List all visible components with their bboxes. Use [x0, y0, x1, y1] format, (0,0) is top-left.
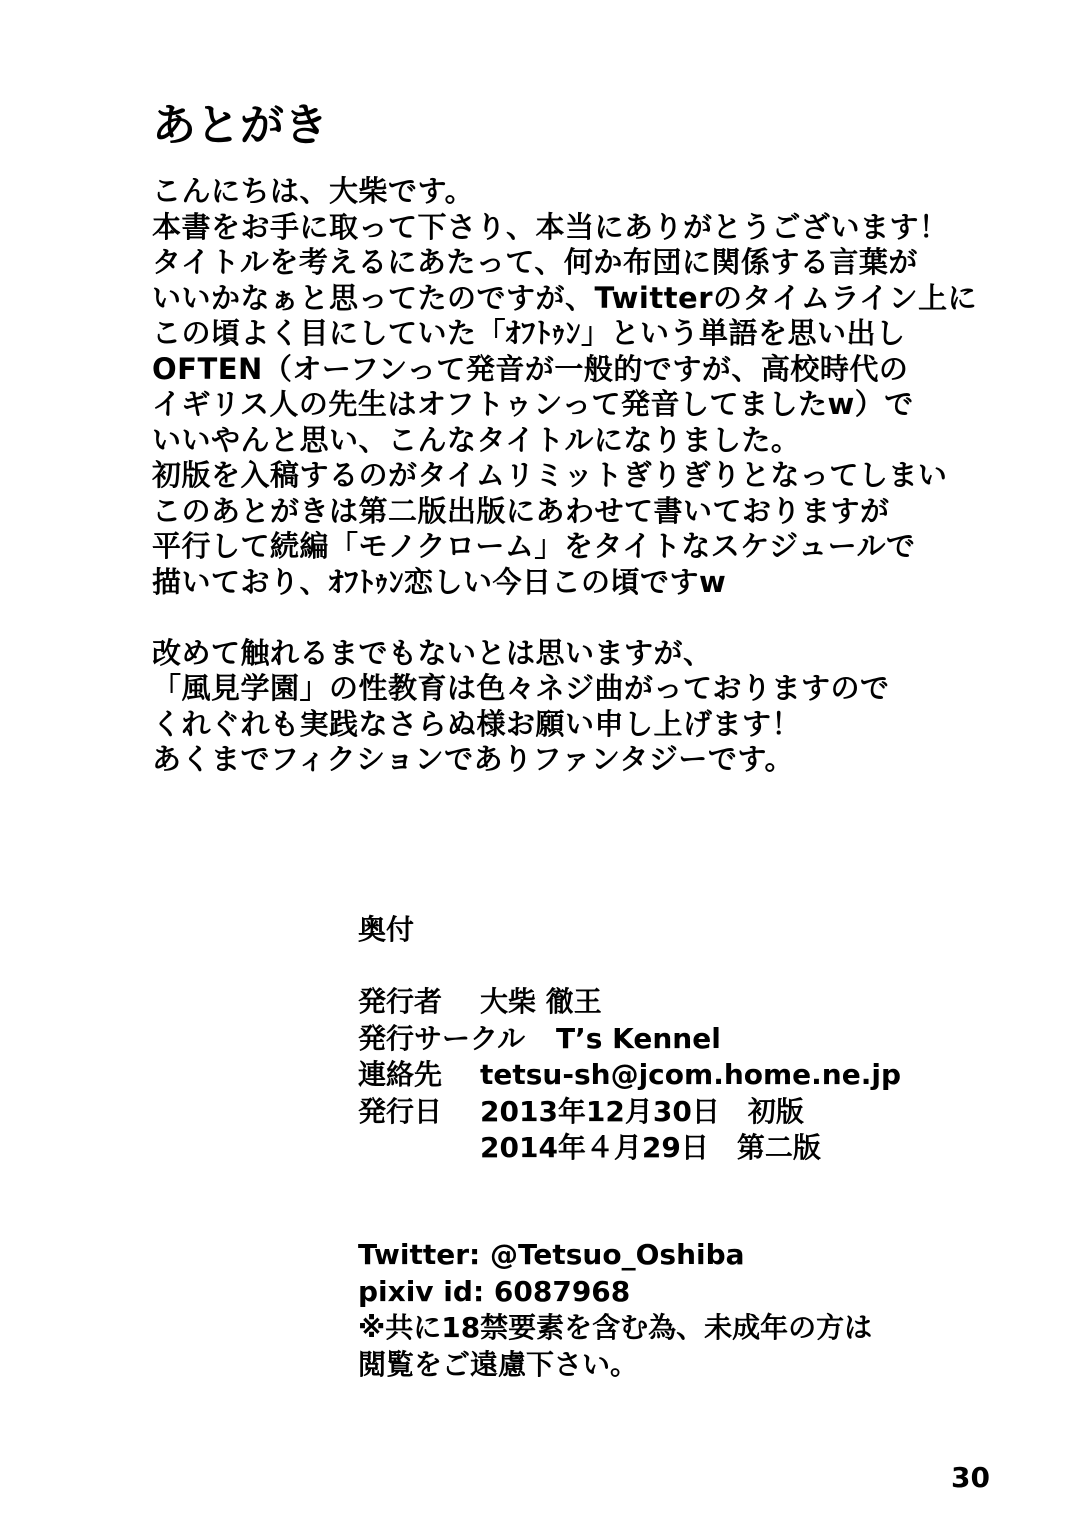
- date-first-edition: 2013年12月30日 初版: [480, 1094, 804, 1128]
- afterword-line: イギリス人の先生はオフトゥンって発音してましたw）で: [152, 387, 914, 421]
- sns-info: [358, 1237, 872, 1383]
- paragraph-gap: [152, 600, 977, 636]
- afterword-line: この頃よく目にしていた「ｵﾌﾄｩﾝ」という単語を思い出し: [152, 316, 906, 350]
- date-label: 発行日: [358, 1094, 443, 1128]
- pixiv-id[interactable]: pixiv id: 6087968: [358, 1274, 631, 1308]
- afterword-line: OFTEN（オーフンって発音が一般的ですが、高校時代の: [152, 351, 909, 386]
- date-second-edition: 2014年４月29日 第二版: [480, 1131, 821, 1164]
- contact-email[interactable]: tetsu-sh@jcom.home.ne.jp: [480, 1058, 901, 1091]
- date-row: [358, 1094, 901, 1131]
- circle-label: 発行サークル: [358, 1021, 526, 1055]
- afterword-line: このあとがきは第二版出版にあわせて書いておりますが: [152, 493, 890, 528]
- twitter-handle[interactable]: Twitter: @Tetsuo_Oshiba: [358, 1238, 745, 1271]
- afterword-line: 本書をお手に取って下さり、本当にありがとうございます！: [152, 209, 949, 244]
- colophon-heading: 奥付: [358, 913, 415, 946]
- age-notice-line: 閲覧をご遠慮下さい。: [358, 1347, 639, 1381]
- date-row-second: [358, 1130, 901, 1167]
- colophon: [358, 912, 901, 1167]
- afterword-line: こんにちは、大柴です。: [152, 174, 475, 208]
- afterword-line: 「風見学園」の性教育は色々ネジ曲がっておりますので: [152, 671, 890, 705]
- page-number: 30: [951, 1461, 990, 1494]
- publisher-name: 大柴 徹王: [480, 985, 602, 1018]
- afterword-line: あくまでフィクションでありファンタジーです。: [152, 742, 795, 776]
- afterword-line: タイトルを考えるにあたって、何か布団に関係する言葉が: [152, 245, 918, 279]
- colophon-gap: [358, 948, 901, 984]
- contact-label: 連絡先: [358, 1058, 443, 1091]
- page-title: あとがき: [152, 100, 328, 151]
- date-label-empty: [358, 1130, 480, 1167]
- age-notice-line: ※共に18禁要素を含む為、未成年の方は: [358, 1311, 873, 1344]
- afterword-line: 改めて触れるまでもないとは思いますが、: [152, 635, 713, 670]
- afterword-line: いいやんと思い、こんなタイトルになりました。: [152, 422, 801, 457]
- afterword-line: くれぐれも実践なさらぬ様お願い申し上げます！: [152, 706, 802, 741]
- circle-name: T’s Kennel: [556, 1021, 721, 1055]
- afterword-line: 初版を入稿するのがタイムリミットぎりぎりとなってしまい: [152, 458, 948, 492]
- publisher-row: [358, 984, 901, 1021]
- circle-row: [358, 1021, 901, 1058]
- afterword-line: いいかなぁと思ってたのですが、Twitterのタイムライン上に: [152, 280, 978, 315]
- afterword-body: [152, 174, 977, 778]
- afterword-line: 平行して続編「モノクローム」をタイトなスケジュールで: [152, 529, 916, 563]
- afterword-line: 描いており、ｵﾌﾄｩﾝ恋しい今日この頃ですw: [152, 564, 727, 599]
- contact-row: [358, 1057, 901, 1094]
- publisher-label: 発行者: [358, 985, 443, 1018]
